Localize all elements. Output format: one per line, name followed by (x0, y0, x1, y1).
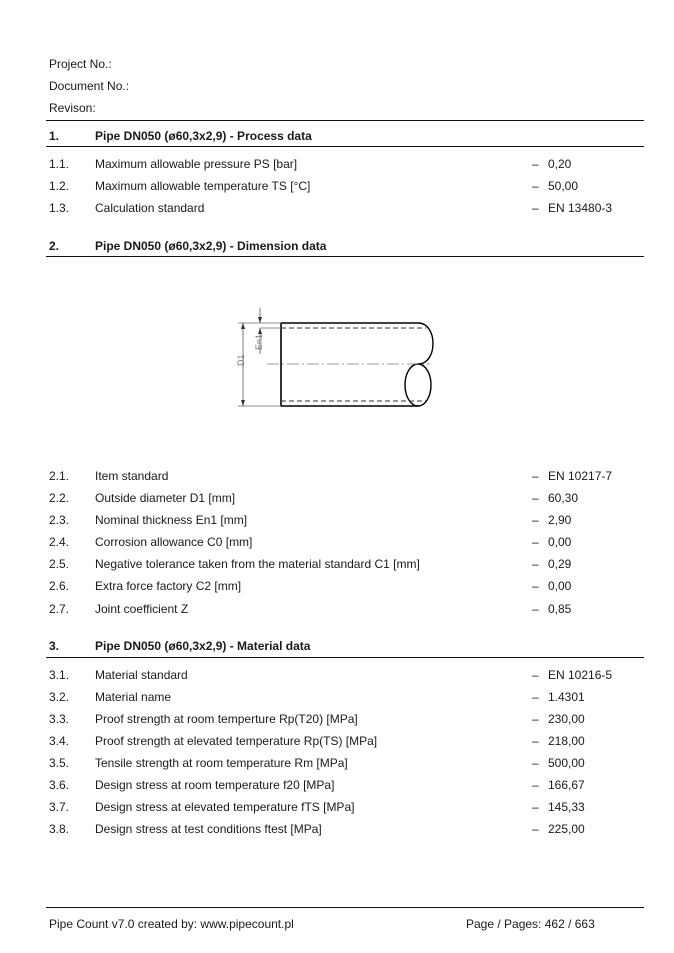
footer-divider (46, 907, 644, 908)
row-dash: – (532, 179, 539, 193)
row-label: Proof strength at room temperture Rp(T20) [MPa] (95, 712, 358, 726)
table-row (49, 712, 649, 728)
section-number: 1. (49, 129, 60, 143)
row-label: Design stress at test conditions ftest [MPa] (95, 822, 322, 836)
row-value: 50,00 (548, 179, 579, 193)
row-value: 166,67 (548, 778, 585, 792)
row-dash: – (532, 602, 539, 616)
row-label: Item standard (95, 469, 169, 483)
row-number: 3.7. (49, 800, 70, 814)
divider (46, 256, 644, 257)
row-label: Negative tolerance taken from the material standard C1 [mm] (95, 557, 420, 571)
revision-label: Revison: (49, 101, 96, 115)
row-dash: – (532, 756, 539, 770)
row-label: Material name (95, 690, 172, 704)
pipe-dimension-drawing (220, 300, 440, 420)
row-label: Maximum allowable pressure PS [bar] (95, 157, 298, 171)
row-dash: – (532, 579, 539, 593)
row-dash: – (532, 778, 539, 792)
row-value: EN 13480-3 (548, 201, 613, 215)
row-value: 0,20 (548, 157, 572, 171)
row-dash: – (532, 513, 539, 527)
table-row (49, 602, 649, 618)
row-value: 0,29 (548, 557, 572, 571)
row-number: 3.3. (49, 712, 70, 726)
row-label: Joint coefficient Z (95, 602, 189, 616)
divider (46, 657, 644, 658)
section-number: 2. (49, 239, 60, 253)
row-value: EN 10216-5 (548, 668, 613, 682)
row-label: Nominal thickness En1 [mm] (95, 513, 248, 527)
row-number: 2.2. (49, 491, 70, 505)
row-number: 2.3. (49, 513, 70, 527)
table-row (49, 822, 649, 838)
table-row (49, 756, 649, 772)
row-dash: – (532, 201, 539, 215)
table-row (49, 179, 649, 195)
row-number: 2.4. (49, 535, 70, 549)
row-label: Extra force factory C2 [mm] (95, 579, 242, 593)
row-value: 0,00 (548, 579, 572, 593)
row-label: Tensile strength at room temperature Rm [MPa] (95, 756, 348, 770)
document-no-label: Document No.: (49, 79, 130, 93)
row-value: 145,33 (548, 800, 585, 814)
row-value: 2,90 (548, 513, 572, 527)
section-number: 3. (49, 639, 60, 653)
section-title: Pipe DN050 (ø60,3x2,9) - Material data (95, 639, 311, 653)
footer-page-count: Page / Pages: 462 / 663 (466, 917, 595, 931)
row-value: 0,85 (548, 602, 572, 616)
row-number: 1.1. (49, 157, 70, 171)
table-row (49, 535, 649, 551)
row-value: 60,30 (548, 491, 579, 505)
row-dash: – (532, 822, 539, 836)
row-value: 1.4301 (548, 690, 585, 704)
table-row (49, 491, 649, 507)
d1-dimension-label: D1 (236, 354, 246, 366)
project-no-label: Project No.: (49, 57, 112, 71)
row-number: 1.2. (49, 179, 70, 193)
divider (46, 146, 644, 147)
section-title: Pipe DN050 (ø60,3x2,9) - Dimension data (95, 239, 327, 253)
row-value: 230,00 (548, 712, 585, 726)
table-row (49, 668, 649, 684)
row-dash: – (532, 734, 539, 748)
row-number: 2.1. (49, 469, 70, 483)
row-number: 2.7. (49, 602, 70, 616)
row-dash: – (532, 712, 539, 726)
row-dash: – (532, 557, 539, 571)
row-dash: – (532, 469, 539, 483)
row-dash: – (532, 668, 539, 682)
row-number: 3.4. (49, 734, 70, 748)
row-label: Outside diameter D1 [mm] (95, 491, 236, 505)
divider (46, 120, 644, 121)
row-number: 3.5. (49, 756, 70, 770)
table-row (49, 579, 649, 595)
table-row (49, 201, 649, 217)
table-row (49, 734, 649, 750)
row-label: Corrosion allowance C0 [mm] (95, 535, 253, 549)
table-row (49, 513, 649, 529)
row-number: 2.6. (49, 579, 70, 593)
row-value: EN 10217-7 (548, 469, 613, 483)
row-value: 225,00 (548, 822, 585, 836)
row-value: 0,00 (548, 535, 572, 549)
row-label: Design stress at room temperature f20 [MPa] (95, 778, 335, 792)
table-row (49, 778, 649, 794)
row-label: Material standard (95, 668, 188, 682)
row-dash: – (532, 800, 539, 814)
table-row (49, 469, 649, 485)
row-dash: – (532, 491, 539, 505)
table-row (49, 690, 649, 706)
row-value: 500,00 (548, 756, 585, 770)
section-title: Pipe DN050 (ø60,3x2,9) - Process data (95, 129, 312, 143)
row-dash: – (532, 690, 539, 704)
table-row (49, 557, 649, 573)
row-number: 3.2. (49, 690, 70, 704)
en1-dimension-label: En1 (254, 333, 264, 350)
row-dash: – (532, 535, 539, 549)
row-dash: – (532, 157, 539, 171)
footer-created-by: Pipe Count v7.0 created by: www.pipecount.pl (49, 917, 294, 931)
row-label: Design stress at elevated temperature fTS [MPa] (95, 800, 355, 814)
table-row (49, 157, 649, 173)
row-number: 3.1. (49, 668, 70, 682)
row-number: 2.5. (49, 557, 70, 571)
row-number: 1.3. (49, 201, 70, 215)
table-row (49, 800, 649, 816)
row-label: Calculation standard (95, 201, 205, 215)
row-number: 3.6. (49, 778, 70, 792)
row-value: 218,00 (548, 734, 585, 748)
row-number: 3.8. (49, 822, 70, 836)
row-label: Proof strength at elevated temperature Rp(TS) [MPa] (95, 734, 378, 748)
row-label: Maximum allowable temperature TS [°C] (95, 179, 311, 193)
